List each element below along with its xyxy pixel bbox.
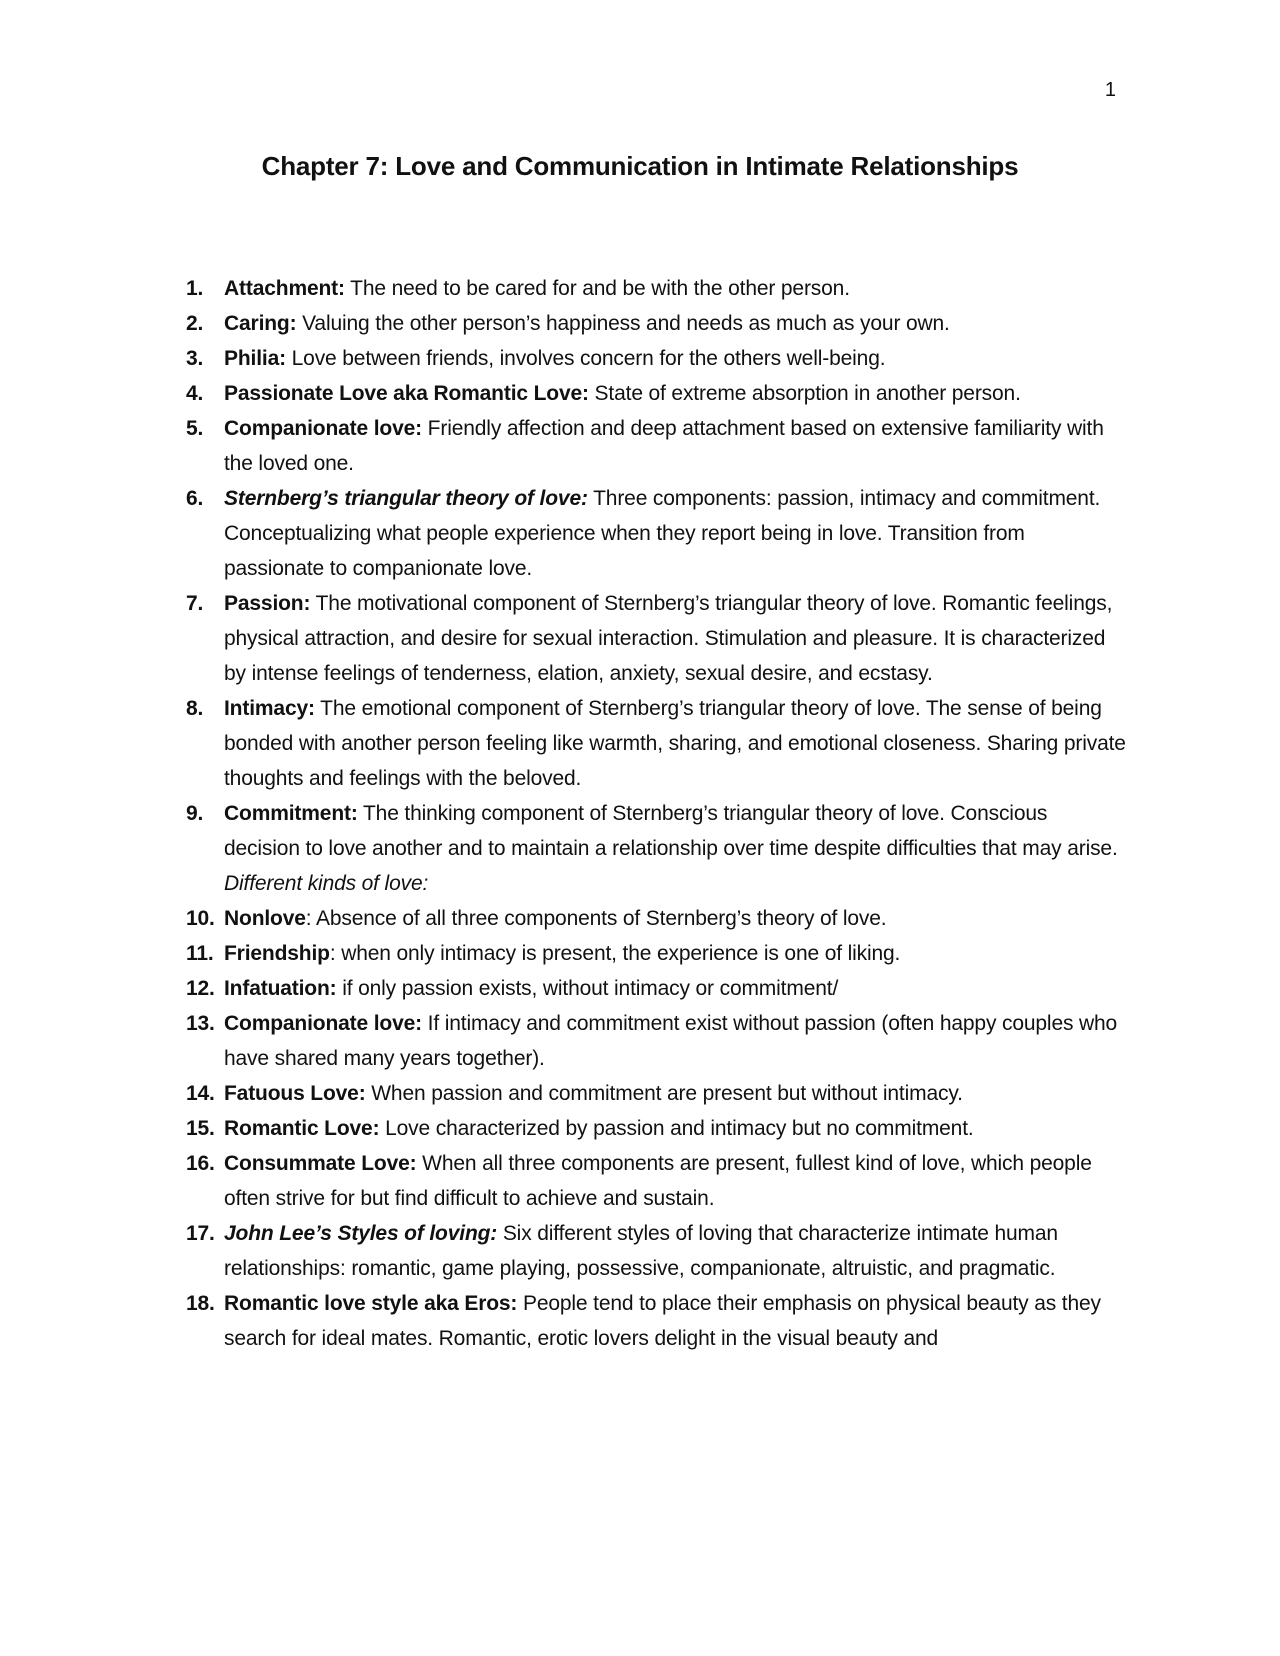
glossary-entry: [186, 901, 1126, 936]
page-number: 1: [1104, 79, 1116, 101]
glossary-entry: [186, 1006, 1126, 1076]
entry-definition: Three components: passion, intimacy and commitment. Conceptualizing what people experience when they report being in love. Transition from passionate to companionate love.: [224, 487, 1101, 580]
glossary-entry: [186, 481, 1126, 586]
entry-term: Commitment:: [224, 802, 358, 825]
entry-number: 13.: [186, 1012, 215, 1035]
glossary-entry: [186, 376, 1126, 411]
entry-term: Romantic Love:: [224, 1117, 380, 1140]
entry-term: Attachment:: [224, 277, 345, 300]
glossary-entry: [186, 271, 1126, 306]
entry-definition: if only passion exists, without intimacy or commitment/: [336, 977, 839, 1000]
entry-number: 14.: [186, 1082, 215, 1105]
entry-definition: If intimacy and commitment exist without passion (often happy couples who have shared many years together).: [224, 1012, 1118, 1070]
glossary-entry: [186, 971, 1126, 1006]
glossary-entry: [186, 1146, 1126, 1216]
entry-number: 12.: [186, 977, 215, 1000]
entry-term: Companionate love:: [224, 417, 422, 440]
entry-number: 15.: [186, 1117, 215, 1140]
glossary-entry: [186, 1286, 1126, 1356]
glossary-entry: [186, 1111, 1126, 1146]
entry-definition: Six different styles of loving that characterize intimate human relationships: romantic, game playing, possessive, companionate, altruistic, and pragmatic.: [224, 1222, 1058, 1280]
glossary-entry: [186, 936, 1126, 971]
entry-definition: The thinking component of Sternberg’s triangular theory of love. Conscious decision to love another and to maintain a relationship over time despite difficulties that may arise.: [224, 802, 1118, 860]
entry-term: Romantic love style aka Eros:: [224, 1292, 518, 1315]
entry-definition: State of extreme absorption in another person.: [588, 382, 1021, 405]
entry-number: 2.: [186, 312, 204, 335]
glossary-entry: [186, 1216, 1126, 1286]
glossary-entry: [186, 1076, 1126, 1111]
entry-number: 18.: [186, 1292, 215, 1315]
glossary-entry: [186, 341, 1126, 376]
entry-number: 16.: [186, 1152, 215, 1175]
entry-term: Friendship: [224, 942, 330, 965]
glossary-entry: [186, 306, 1126, 341]
entry-definition: The need to be cared for and be with the other person.: [344, 277, 850, 300]
entry-number: 9.: [186, 802, 204, 825]
section-subheading: Different kinds of love:: [224, 872, 429, 895]
glossary-entry: [186, 691, 1126, 796]
entry-number: 8.: [186, 697, 204, 720]
entry-definition: : Absence of all three components of Sternberg’s theory of love.: [305, 907, 887, 930]
entry-term: Companionate love:: [224, 1012, 422, 1035]
entry-definition: The motivational component of Sternberg’s triangular theory of love. Romantic feelings, physical attraction, and desire for sexual interaction. Stimulation and pleasure. It is characterized by intense feelings of tenderness, elation, anxiety, sexual desire, and ecstasy.: [224, 592, 1113, 685]
entry-term: John Lee’s Styles of loving:: [224, 1222, 498, 1245]
entry-definition: When passion and commitment are present but without intimacy.: [365, 1082, 963, 1105]
entry-number: 4.: [186, 382, 204, 405]
entry-term: Passion:: [224, 592, 311, 615]
entry-definition: Friendly affection and deep attachment based on extensive familiarity with the loved one.: [224, 417, 1104, 475]
entry-definition: When all three components are present, fullest kind of love, which people often strive for but find difficult to achieve and sustain.: [224, 1152, 1092, 1210]
entry-definition: People tend to place their emphasis on physical beauty as they search for ideal mates. Romantic, erotic lovers delight in the visual beauty and: [224, 1292, 1101, 1350]
glossary-list: [186, 271, 1126, 1356]
glossary-entry: [186, 586, 1126, 691]
entry-number: 3.: [186, 347, 204, 370]
entry-number: 17.: [186, 1222, 215, 1245]
entry-definition: Love characterized by passion and intimacy but no commitment.: [379, 1117, 974, 1140]
entry-term: Consummate Love:: [224, 1152, 417, 1175]
entry-number: 7.: [186, 592, 204, 615]
entry-number: 10.: [186, 907, 215, 930]
entry-number: 1.: [186, 277, 204, 300]
entry-term: Fatuous Love:: [224, 1082, 366, 1105]
entry-definition: : when only intimacy is present, the experience is one of liking.: [329, 942, 901, 965]
entry-term: Passionate Love aka Romantic Love:: [224, 382, 589, 405]
entry-term: Nonlove: [224, 907, 306, 930]
entry-term: Sternberg’s triangular theory of love:: [224, 487, 588, 510]
glossary-entry: [186, 796, 1126, 901]
entry-term: Infatuation:: [224, 977, 337, 1000]
entry-number: 11.: [186, 942, 214, 965]
entry-number: 6.: [186, 487, 204, 510]
entry-number: 5.: [186, 417, 204, 440]
entry-term: Philia:: [224, 347, 286, 370]
glossary-entry: [186, 411, 1126, 481]
chapter-title: Chapter 7: Love and Communication in Intimate Relationships: [261, 151, 1019, 181]
entry-term: Caring:: [224, 312, 297, 335]
entry-term: Intimacy:: [224, 697, 315, 720]
entry-definition: The emotional component of Sternberg’s triangular theory of love. The sense of being bonded with another person feeling like warmth, sharing, and emotional closeness. Sharing private thoughts and feelings with the beloved.: [224, 697, 1126, 790]
entry-definition: Love between friends, involves concern for the others well-being.: [285, 347, 886, 370]
entry-definition: Valuing the other person’s happiness and needs as much as your own.: [296, 312, 950, 335]
